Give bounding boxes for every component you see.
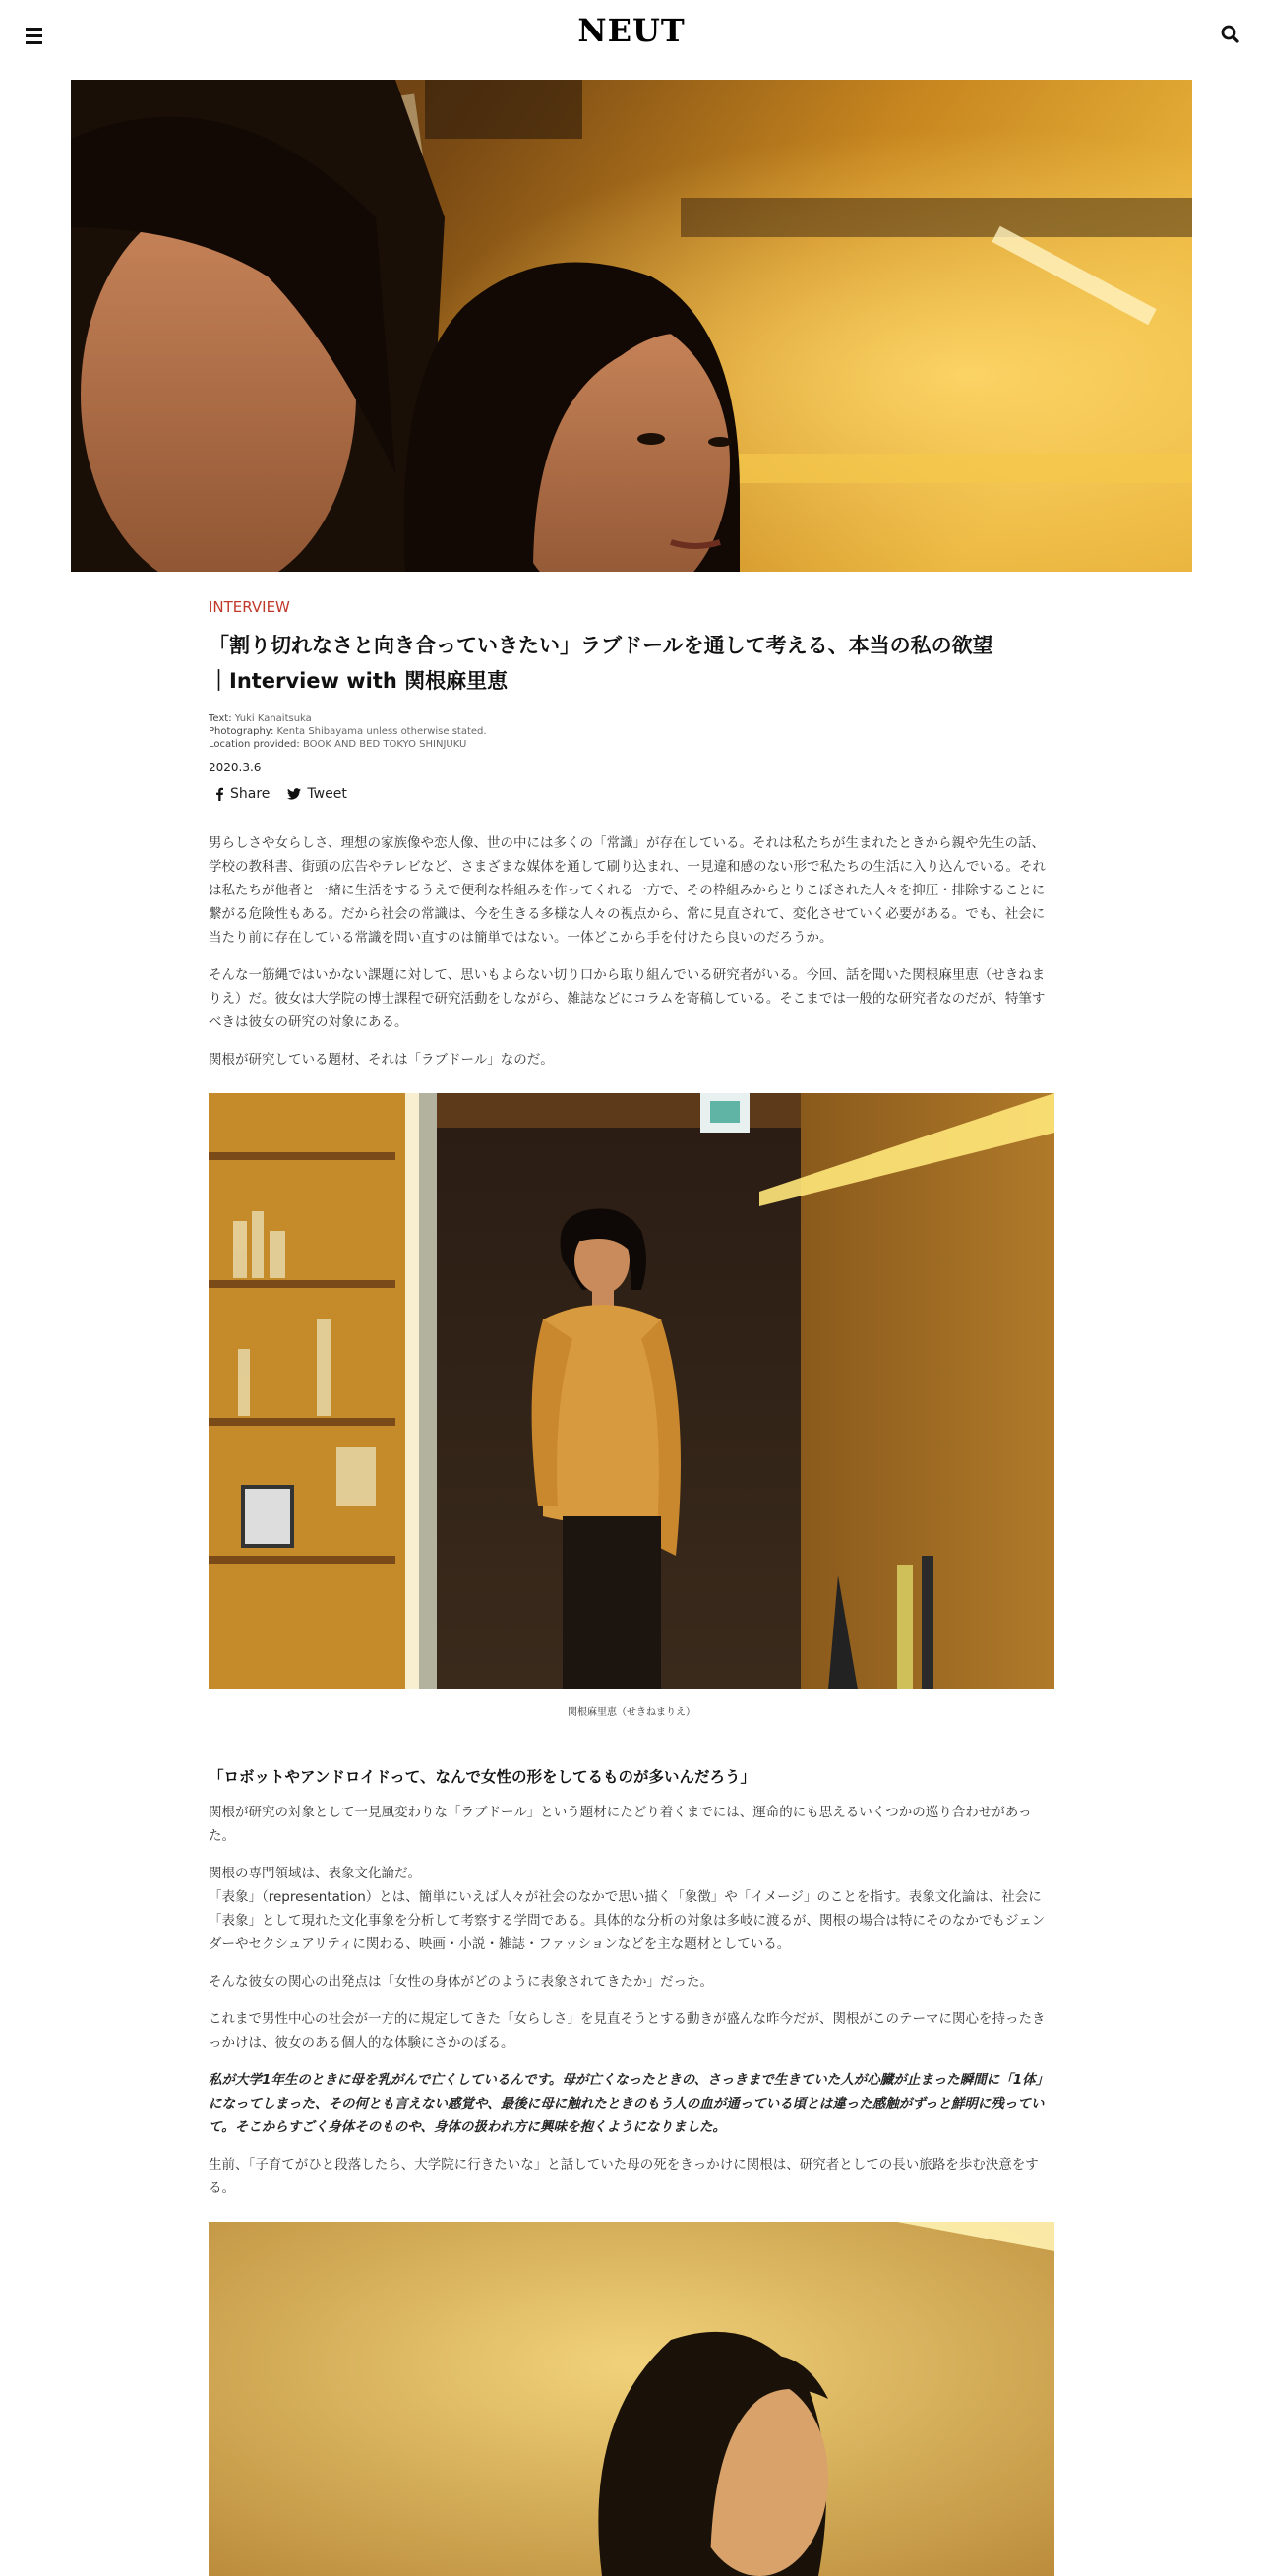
credit-photography: Photography: Kenta Shibayama unless otherwise stated. [209, 726, 487, 737]
tweet-label: Tweet [307, 786, 347, 802]
hero-photo [71, 80, 1192, 572]
share-label: Share [230, 786, 271, 802]
photo-caption: 関根麻里恵（せきねまりえ） [568, 1707, 695, 1718]
portrait-photo [209, 1093, 1054, 1689]
site-logo[interactable]: NEUT [577, 12, 686, 49]
article-title-line1: 「割り切れなさと向き合っていきたい」ラブドールを通して考える、本当の私の欲望 [209, 634, 993, 657]
article-title [209, 628, 1054, 699]
article-credits [209, 712, 1054, 751]
paragraph: 関根が研究の対象として一見風変わりな「ラブドール」という題材にたどり着くまでには、運命的にも思えるいくつかの巡り合わせがあった。 [209, 1805, 1032, 1844]
article [209, 598, 1054, 2576]
facebook-icon [214, 787, 224, 801]
publish-date: 2020.3.6 [209, 761, 262, 774]
site-header [0, 0, 1263, 71]
interview-quote: 私が大学1年生のときに母を乳がんで亡くしているんです。母が亡くなったときの、さっきまで生きていた人が心臓が止まった瞬間に「1体」になってしまった、その何とも言えない感覚や、最後に母に触れたときのもう人の血が通っている頃とは違った感触がずっと鮮明に残っていて。そこからすごく身体そのものや、身体の扱われ方に興味を抱くようになりました。 [209, 2072, 1050, 2135]
share-buttons [214, 786, 1054, 802]
credit-location: Location provided: BOOK AND BED TOKYO SHINJUKU [209, 739, 467, 750]
twitter-icon [287, 788, 301, 800]
paragraph: これまで男性中心の社会が一方的に規定してきた「女らしさ」を見直そうとする動きが盛んな昨今だが、関根がこのテーマに関心を持ったきっかけは、彼女のある個人的な体験にさかのぼる。 [209, 2011, 1046, 2051]
paragraph: 男らしさや女らしさ、理想の家族像や恋人像、世の中には多くの「常識」が存在している。それは私たちが生まれたときから親や先生の話、学校の教科書、街頭の広告やテレビなど、さまざまな媒体を通して刷り込まれ、一見違和感のない形で私たちの生活に入り込んでいる。それは私たちが他者と一緒に生活をするうえで便利な枠組みを作ってくれる一方で、その枠組みからとりこぼされた人々を抑圧・排除することに繋がる危険性もある。だから社会の常識は、今を生きる多様な人々の視点から、常に見直されて、変化させていく必要がある。でも、社会に当たり前に存在している常識を問い直すのは簡単ではない。一体どこから手を付けたら良いのだろうか。 [209, 835, 1047, 946]
credit-text: Text: Yuki Kanaitsuka [209, 713, 312, 724]
second-portrait-photo [209, 2222, 1054, 2576]
twitter-tweet-button[interactable] [287, 786, 346, 802]
section-subheading: 「ロボットやアンドロイドって、なんで女性の形をしてるものが多いんだろう」 [209, 1768, 755, 1786]
paragraph: 関根が研究している題材、それは「ラブドール」なのだ。 [209, 1052, 554, 1068]
facebook-share-button[interactable] [214, 786, 270, 802]
paragraph: そんな一筋縄ではいかない課題に対して、思いもよらない切り口から取り組んでいる研究者がいる。今回、話を聞いた関根麻里恵（せきねまりえ）だ。彼女は大学院の博士課程で研究活動をしながら、雑誌などにコラムを寄稿している。そこまでは一般的な研究者なのだが、特筆すべきは彼女の研究の対象にある。 [209, 967, 1046, 1030]
paragraph: 関根の専門領域は、表象文化論だ。 [209, 1866, 421, 1881]
paragraph: そんな彼女の関心の出発点は「女性の身体がどのように表象されてきたか」だった。 [209, 1974, 713, 1990]
search-icon[interactable] [1216, 20, 1245, 49]
category-label[interactable]: INTERVIEW [209, 598, 290, 616]
article-title-line2: ｜Interview with 関根麻里恵 [209, 669, 509, 693]
paragraph: 生前、「子育てがひと段落したら、大学院に行きたいな」と話していた母の死をきっかけに関根は、研究者としての長い旅路を歩む決意をする。 [209, 2157, 1039, 2196]
paragraph: 「表象」（representation）とは、簡単にいえば人々が社会のなかで思い描く「象徴」や「イメージ」のことを指す。表象文化論は、社会に「表象」として現れた文化事象を分析して考察する学問である。具体的な分析の対象は多岐に渡るが、関根の場合は特にそのなかでもジェンダーやセクシュアリティに関わる、映画・小説・雑誌・ファッションなどを主な題材としている。 [209, 1889, 1046, 1952]
